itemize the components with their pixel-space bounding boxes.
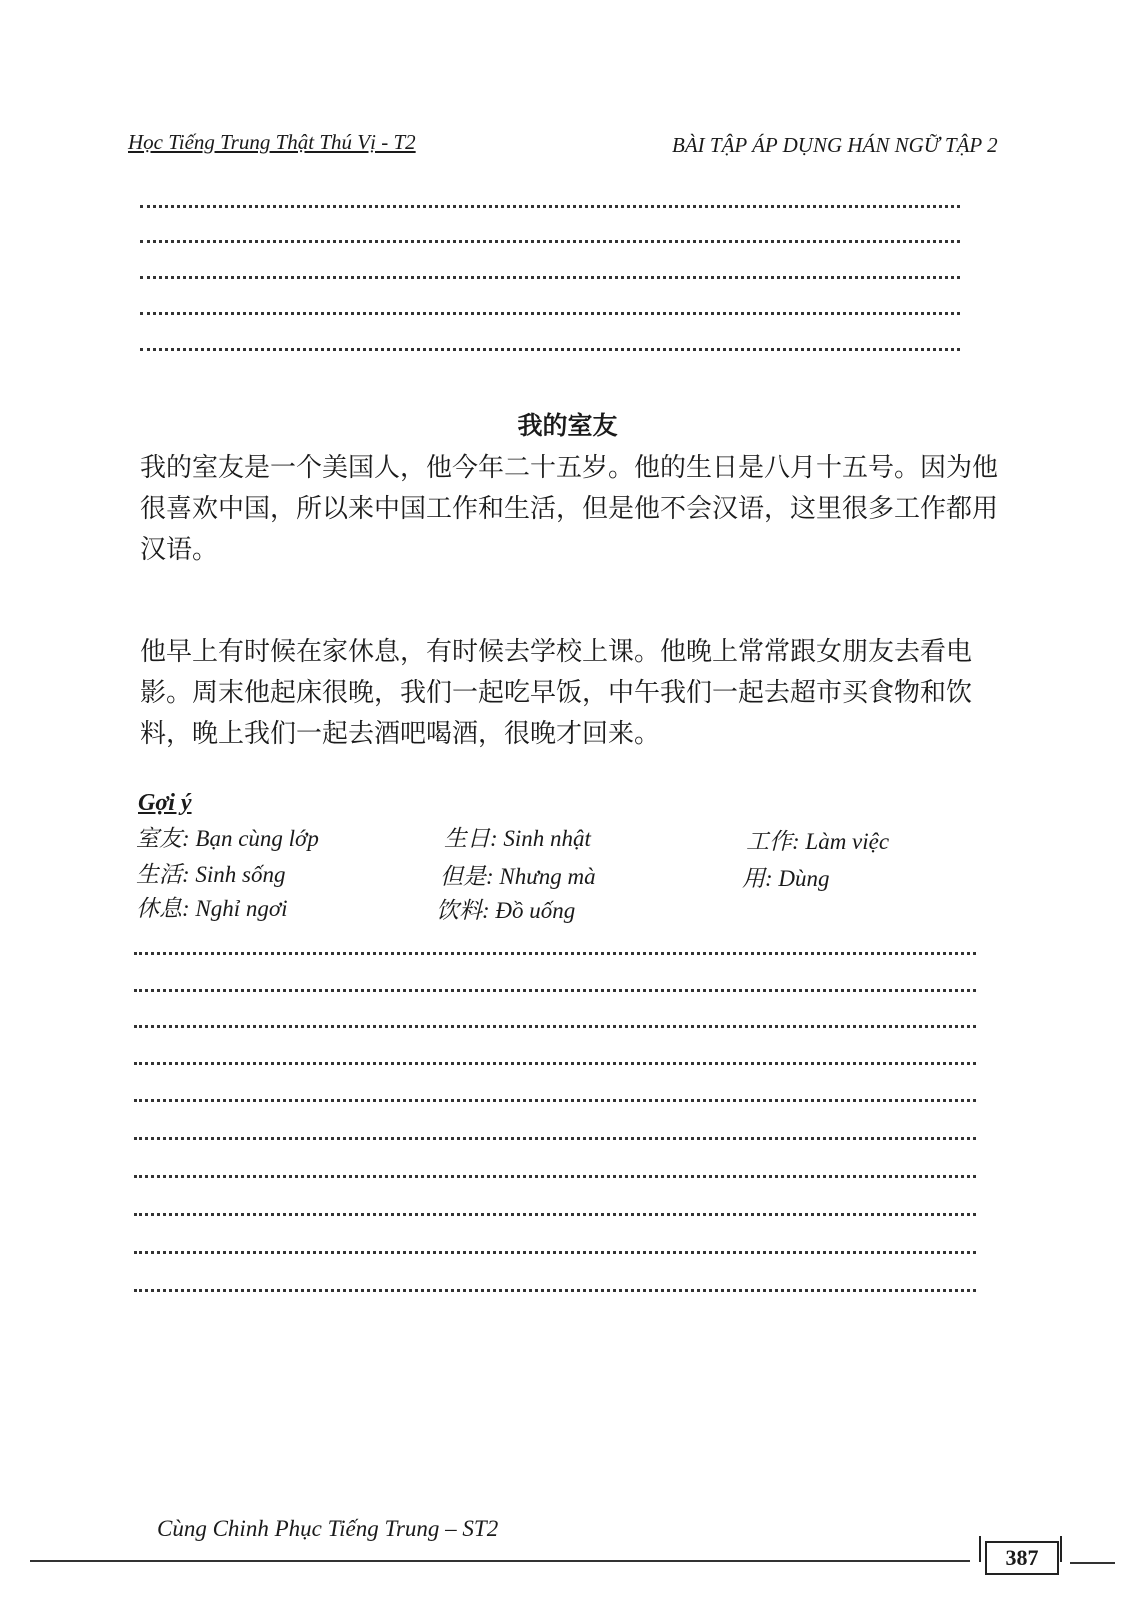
writing-line (134, 1175, 976, 1178)
vocab-item: 生活: Sinh sống (136, 862, 286, 887)
writing-line (134, 952, 976, 955)
vocab-item: 休息: Nghỉ ngơi (136, 896, 288, 921)
reading-paragraph-1: 我的室友是一个美国人，他今年二十五岁。他的生日是八月十五号。因为他很喜欢中国，所以来中国工作和生活，但是他不会汉语，这里很多工作都用汉语。 (140, 453, 999, 565)
vocab-item: 生日: Sinh nhật (444, 826, 591, 851)
writing-line (134, 1289, 976, 1292)
reading-title: 我的室友 (517, 411, 618, 440)
vocab-item: 工作: Làm việc (746, 829, 890, 854)
writing-line (134, 989, 976, 992)
writing-line (140, 348, 960, 351)
vocab-item: 但是: Nhưng mà (440, 864, 596, 889)
writing-line (140, 205, 960, 208)
header-section-title: BÀI TẬP ÁP DỤNG HÁN NGỮ TẬP 2 (672, 133, 998, 157)
page-number-bracket-left (973, 1536, 981, 1562)
header-book-title: Học Tiếng Trung Thật Thú Vị - T2 (128, 130, 416, 154)
vocab-item: 用: Dùng (742, 866, 830, 891)
vocab-item: 饮料: Đồ uống (436, 898, 576, 923)
vocab-item: 室友: Bạn cùng lớp (136, 826, 319, 851)
writing-line (134, 1062, 976, 1065)
writing-line (140, 276, 960, 279)
hint-label: Gợi ý (138, 790, 192, 816)
reading-paragraph-2: 他早上有时候在家休息，有时候去学校上课。他晚上常常跟女朋友去看电影。周末他起床很晚，我们一起吃早饭，中午我们一起去超市买食物和饮料，晚上我们一起去酒吧喝酒，很晚才回来。 (140, 637, 973, 749)
footer-series-title: Cùng Chinh Phục Tiếng Trung – ST2 (157, 1516, 499, 1541)
page-number: 387 (985, 1541, 1059, 1575)
writing-line (134, 1213, 976, 1216)
footer-rule-right (1070, 1562, 1115, 1564)
writing-line (134, 1137, 976, 1140)
footer-rule (30, 1560, 970, 1562)
writing-line (134, 1025, 976, 1028)
writing-line (134, 1251, 976, 1254)
writing-line (140, 312, 960, 315)
writing-line (134, 1099, 976, 1102)
page-number-bracket-right (1060, 1536, 1068, 1562)
writing-line (140, 240, 960, 243)
